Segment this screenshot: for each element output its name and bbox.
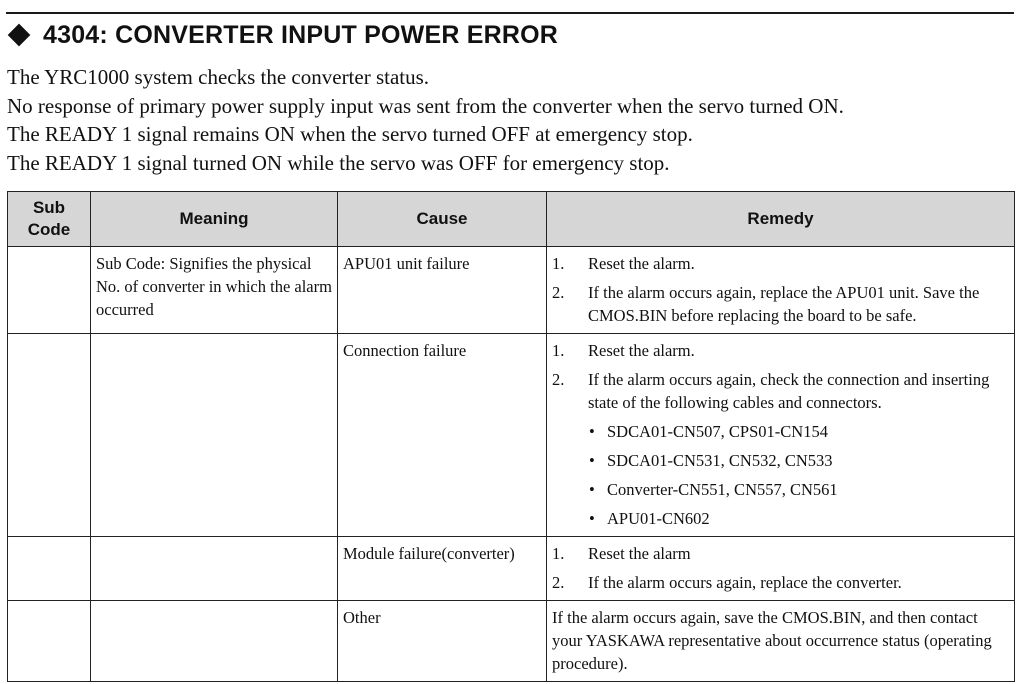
sub-code-cell <box>8 247 91 334</box>
step-body <box>588 571 1009 594</box>
step-number: 2. <box>552 283 565 302</box>
cause-cell <box>338 334 547 537</box>
cause-cell <box>338 247 547 334</box>
cause-cell-text: APU01 unit failure <box>343 254 470 273</box>
remedy-step <box>552 339 1009 362</box>
bullet-icon: • <box>589 422 595 441</box>
cause-cell-text: Module failure(converter) <box>343 544 515 563</box>
intro-line: The YRC1000 system checks the converter status. <box>7 65 430 89</box>
table-row <box>8 247 1015 334</box>
remedy-step <box>552 542 1009 565</box>
meaning-cell <box>91 537 338 601</box>
connector-list-item <box>588 420 1009 443</box>
step-text: Reset the alarm <box>588 544 691 563</box>
table-header-row <box>8 192 1015 247</box>
step-text: If the alarm occurs again, replace the converter. <box>588 573 902 592</box>
connector-list-item <box>588 449 1009 472</box>
remedy-steps <box>552 252 1009 327</box>
step-text: If the alarm occurs again, check the connection and inserting state of the following cables and connectors. <box>588 370 990 412</box>
connector-text: SDCA01-CN531, CN532, CN533 <box>607 451 833 470</box>
intro-line: The READY 1 signal remains ON when the servo turned OFF at emergency stop. <box>7 122 693 146</box>
connector-text: APU01-CN602 <box>607 509 710 528</box>
meaning-cell <box>91 334 338 537</box>
remedy-cell <box>547 247 1015 334</box>
remedy-cell <box>547 334 1015 537</box>
alarm-table <box>7 191 1015 682</box>
header-sub-code: Sub Code <box>8 192 91 247</box>
connector-text: SDCA01-CN507, CPS01-CN154 <box>607 422 828 441</box>
sub-code-cell <box>8 334 91 537</box>
step-number: 2. <box>552 370 565 389</box>
step-body <box>588 252 1009 275</box>
bullet-icon: • <box>589 451 595 470</box>
remedy-steps <box>552 339 1009 530</box>
section-title: 4304: CONVERTER INPUT POWER ERROR <box>43 20 559 49</box>
remedy-step <box>552 571 1009 594</box>
remedy-cell <box>547 601 1015 682</box>
connector-text: Converter-CN551, CN557, CN561 <box>607 480 838 499</box>
section-heading <box>6 18 558 52</box>
step-body <box>588 368 1009 530</box>
remedy-step <box>552 252 1009 275</box>
meaning-cell <box>91 601 338 682</box>
step-number: 1. <box>552 341 565 360</box>
sub-code-cell <box>8 537 91 601</box>
step-text: Reset the alarm. <box>588 254 695 273</box>
step-body <box>588 281 1009 327</box>
sub-code-cell <box>8 601 91 682</box>
step-body <box>588 339 1009 362</box>
meaning-cell-text: Sub Code: Signifies the physical No. of converter in which the alarm occurred <box>96 254 332 319</box>
connector-list <box>588 420 1009 530</box>
bullet-icon: • <box>589 480 595 499</box>
remedy-steps <box>552 542 1009 594</box>
table-row <box>8 601 1015 682</box>
step-text: If the alarm occurs again, replace the APU01 unit. Save the CMOS.BIN before replacing the board to be safe. <box>588 283 980 325</box>
top-rule <box>6 12 1014 14</box>
connector-list-item <box>588 478 1009 501</box>
step-number: 2. <box>552 573 565 592</box>
intro-line: No response of primary power supply input was sent from the converter when the servo turned ON. <box>7 93 844 118</box>
bullet-icon: • <box>589 509 595 528</box>
cause-cell-text: Connection failure <box>343 341 467 360</box>
step-number: 1. <box>552 254 565 273</box>
connector-list-item <box>588 507 1009 530</box>
step-body <box>588 542 1009 565</box>
diamond-bullet-icon <box>8 24 31 47</box>
header-cause: Cause <box>338 192 547 247</box>
table-row <box>8 537 1015 601</box>
step-text: Reset the alarm. <box>588 341 695 360</box>
header-remedy: Remedy <box>547 192 1015 247</box>
intro-text <box>7 63 844 177</box>
cause-cell-text: Other <box>343 608 381 627</box>
meaning-cell <box>91 247 338 334</box>
header-meaning: Meaning <box>91 192 338 247</box>
cause-cell <box>338 601 547 682</box>
cause-cell <box>338 537 547 601</box>
remedy-text: If the alarm occurs again, save the CMOS.BIN, and then contact your YASKAWA representative about occurrence status (operating procedure). <box>552 608 992 673</box>
table-row <box>8 334 1015 537</box>
intro-line: The READY 1 signal turned ON while the servo was OFF for emergency stop. <box>7 150 670 175</box>
remedy-step <box>552 368 1009 530</box>
remedy-cell <box>547 537 1015 601</box>
step-number: 1. <box>552 544 565 563</box>
remedy-step <box>552 281 1009 327</box>
